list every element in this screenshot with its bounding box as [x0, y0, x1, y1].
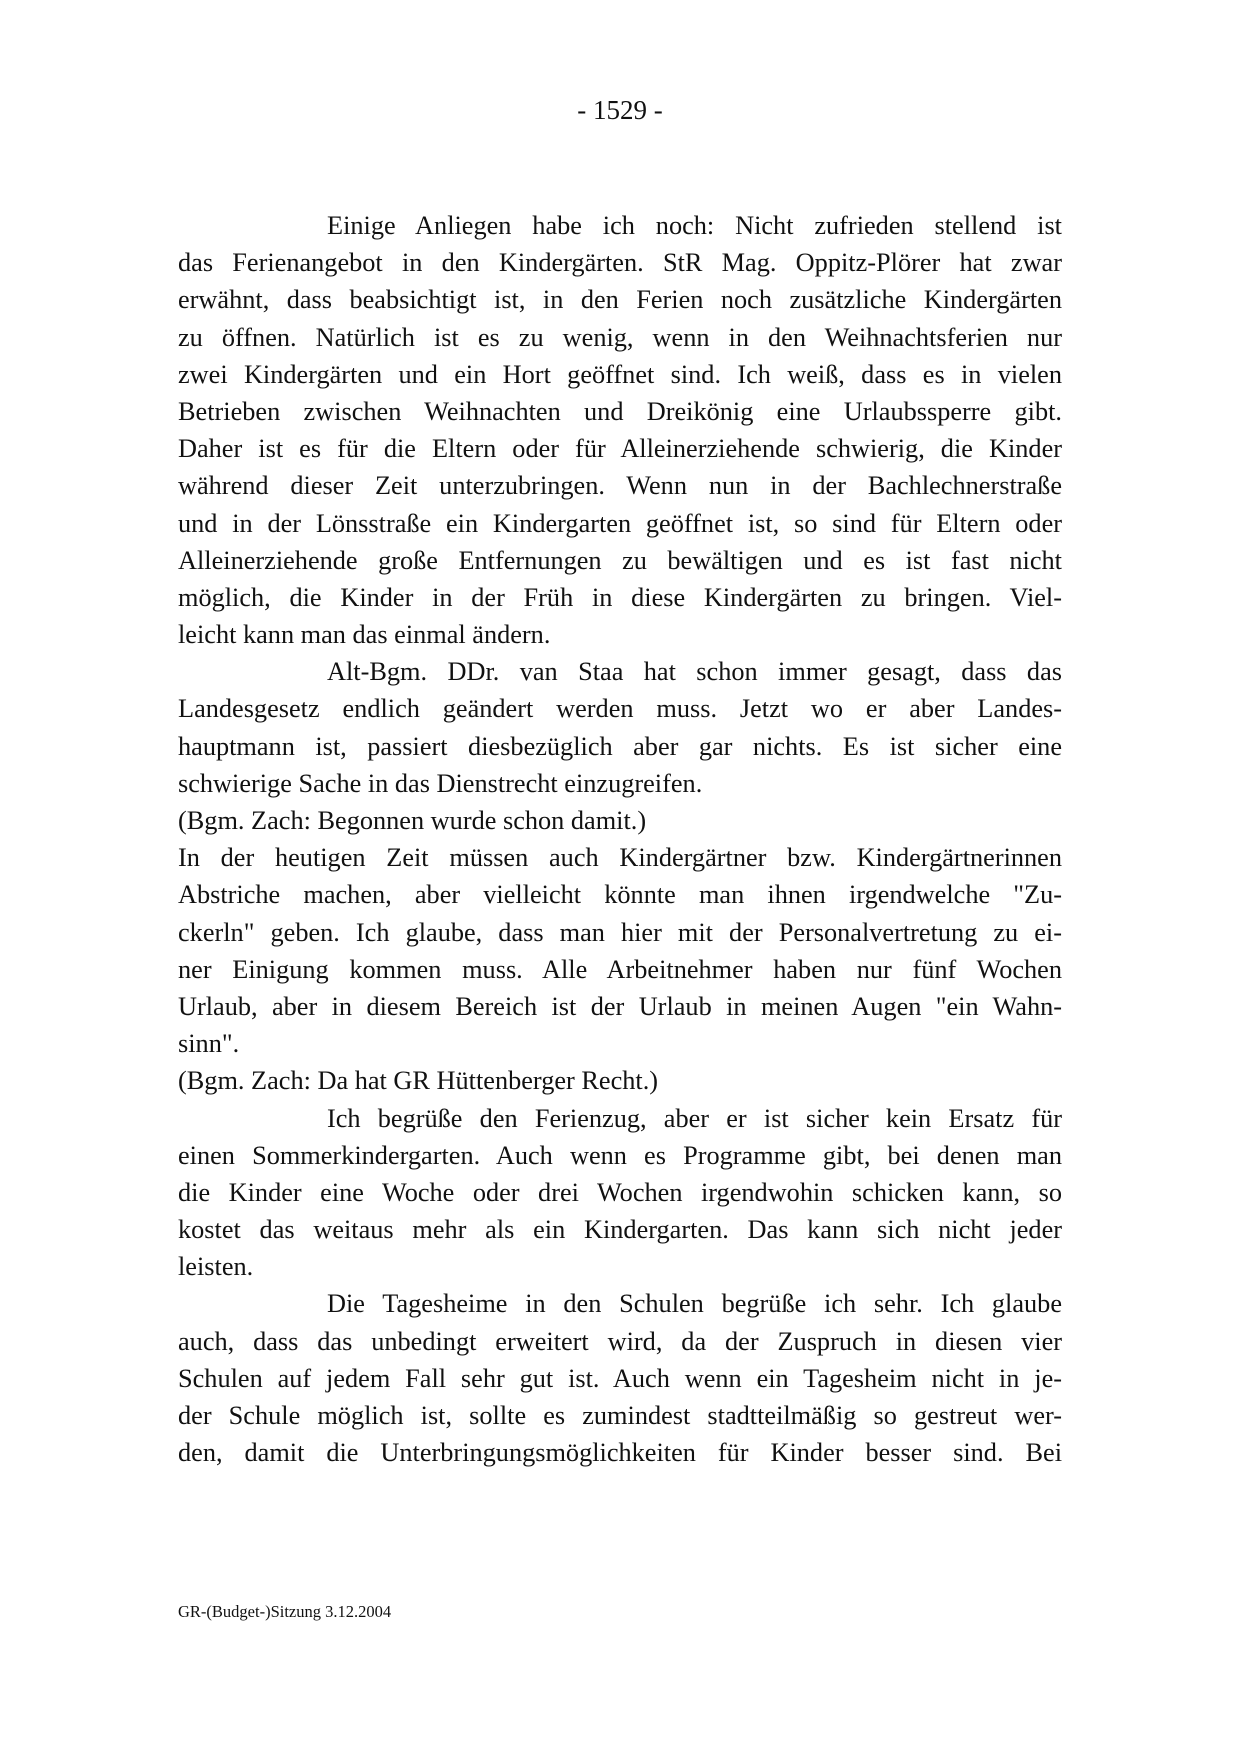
text-line: Die Tagesheime in den Schulen begrüße ich sehr. Ich glaube	[327, 1289, 1062, 1319]
text-line: Alleinerziehende große Entfernungen zu bewältigen und es ist fast nicht	[178, 545, 1062, 575]
text-line: Einige Anliegen habe ich noch: Nicht zufrieden stellend ist	[327, 211, 1062, 240]
text-line: auch, dass das unbedingt erweitert wird, da der Zuspruch in diesen vier	[178, 1326, 1062, 1356]
text-line: zu öffnen. Natürlich ist es zu wenig, wenn in den Weihnachtsferien nur	[178, 322, 1062, 352]
text-line: Ich begrüße den Ferienzug, aber er ist sicher kein Ersatz für	[327, 1103, 1062, 1133]
text-line: die Kinder eine Woche oder drei Wochen irgendwohin schicken kann, so	[178, 1177, 1062, 1207]
text-line: leicht kann man das einmal ändern.	[178, 620, 551, 650]
body-text	[178, 207, 1062, 1471]
text-line: das Ferienangebot in den Kindergärten. StR Mag. Oppitz-Plörer hat zwar	[178, 248, 1062, 278]
text-line: Betrieben zwischen Weihnachten und Dreikönig eine Urlaubssperre gibt.	[178, 396, 1062, 426]
text-line: während dieser Zeit unterzubringen. Wenn nun in der Bachlechnerstraße	[178, 471, 1062, 501]
text-line: ner Einigung kommen muss. Alle Arbeitnehmer haben nur fünf Wochen	[178, 954, 1062, 984]
text-line: einen Sommerkindergarten. Auch wenn es Programme gibt, bei denen man	[178, 1140, 1062, 1170]
text-line: und in der Lönsstraße ein Kindergarten geöffnet ist, so sind für Eltern oder	[178, 508, 1062, 538]
page-number: - 1529 -	[577, 95, 663, 125]
text-line: hauptmann ist, passiert diesbezüglich aber gar nichts. Es ist sicher eine	[178, 731, 1062, 761]
text-line: Landesgesetz endlich geändert werden muss. Jetzt wo er aber Landes-	[178, 694, 1062, 724]
text-line: möglich, die Kinder in der Früh in diese Kindergärten zu bringen. Viel-	[178, 582, 1062, 612]
footer: GR-(Budget-)Sitzung 3.12.2004	[178, 1602, 392, 1621]
text-line: (Bgm. Zach: Da hat GR Hüttenberger Recht.)	[178, 1066, 659, 1096]
text-line: Abstriche machen, aber vielleicht könnte man ihnen irgendwelche "Zu-	[178, 880, 1062, 910]
text-line: Daher ist es für die Eltern oder für Alleinerziehende schwierig, die Kinder	[178, 434, 1062, 464]
text-line: sinn".	[178, 1029, 240, 1059]
text-line: ckerln" geben. Ich glaube, dass man hier mit der Personalvertretung zu ei-	[178, 917, 1062, 947]
text-line: zwei Kindergärten und ein Hort geöffnet sind. Ich weiß, dass es in vielen	[178, 359, 1062, 389]
text-line: kostet das weitaus mehr als ein Kindergarten. Das kann sich nicht jeder	[178, 1215, 1062, 1245]
text-line: (Bgm. Zach: Begonnen wurde schon damit.)	[178, 806, 647, 835]
text-line: Schulen auf jedem Fall sehr gut ist. Auch wenn ein Tagesheim nicht in je-	[178, 1363, 1062, 1393]
text-line: In der heutigen Zeit müssen auch Kindergärtner bzw. Kindergärtnerinnen	[178, 843, 1062, 873]
text-line: Urlaub, aber in diesem Bereich ist der Urlaub in meinen Augen "ein Wahn-	[178, 991, 1062, 1021]
text-line: erwähnt, dass beabsichtigt ist, in den Ferien noch zusätzliche Kindergärten	[178, 285, 1062, 315]
text-line: den, damit die Unterbringungsmöglichkeiten für Kinder besser sind. Bei	[178, 1438, 1062, 1468]
text-line: schwierige Sache in das Dienstrecht einzugreifen.	[178, 768, 703, 798]
text-line: Alt-Bgm. DDr. van Staa hat schon immer gesagt, dass das	[327, 657, 1062, 687]
text-line: leisten.	[178, 1252, 254, 1282]
text-line: der Schule möglich ist, sollte es zumindest stadtteilmäßig so gestreut wer-	[178, 1401, 1062, 1430]
